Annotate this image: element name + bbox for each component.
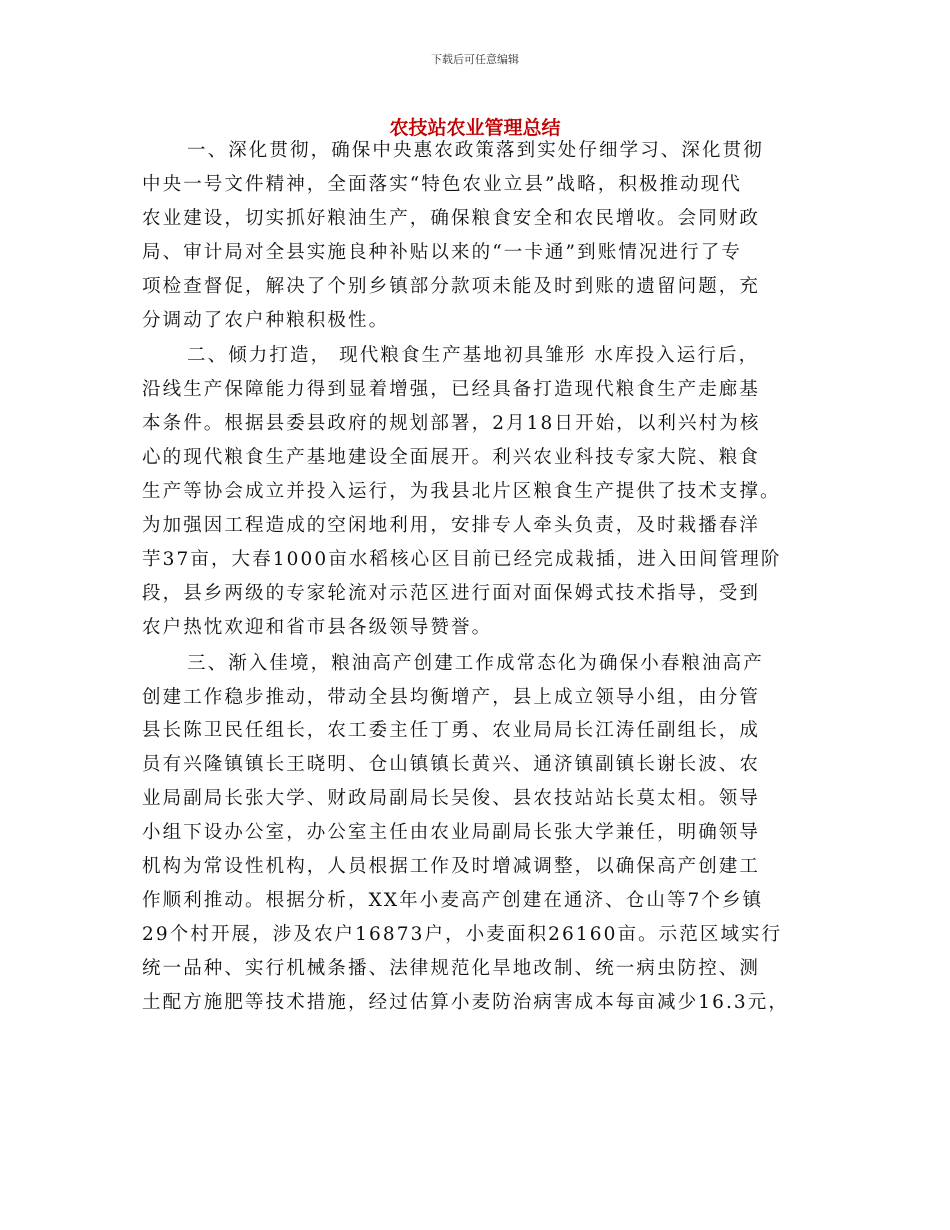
- paragraph-line: 一、深化贯彻，确保中央惠农政策落到实处仔细学习、深化贯彻: [187, 140, 764, 161]
- paragraph-line: 项检查督促，解决了个别乡镇部分款项未能及时到账的遗留问题，充: [142, 275, 761, 297]
- document-title: 农技站农业管理总结: [389, 117, 561, 139]
- paragraph-line: 农业建设，切实抓好粮油生产，确保粮食安全和农民增收。会同财政: [142, 207, 761, 229]
- paragraph-line: 业局副局长张大学、财政局副局长吴俊、县农技站站长莫太相。领导: [142, 788, 761, 810]
- paragraph-line: 小组下设办公室，办公室主任由农业局副局长张大学兼任，明确领导: [142, 822, 761, 844]
- page-header-note: 下载后可任意编辑: [431, 53, 519, 66]
- paragraph-1: [142, 134, 818, 337]
- paragraph-line: 创建工作稳步推动，带动全县均衡增产，县上成立领导小组，由分管: [142, 686, 761, 708]
- paragraph-line: 土配方施肥等技术措施，经过估算小麦防治病害成本每亩减少16.3元，: [142, 991, 789, 1013]
- paragraph-line: 三、渐入佳境，粮油高产创建工作成常态化为确保小春粮油高产: [187, 652, 764, 674]
- paragraph-line: 为加强因工程造成的空闲地利用，安排专人牵头负责，及时栽播春洋: [142, 514, 761, 536]
- paragraph-line: 员有兴隆镇镇长王晓明、仓山镇镇长黄兴、通济镇副镇长谢长波、农: [142, 754, 761, 776]
- paragraph-line: 29个村开展，涉及农户16873户，小麦面积26160亩。示范区域实行: [142, 923, 783, 945]
- paragraph-line: 机构为常设性机构，人员根据工作及时增减调整，以确保高产创建工: [142, 856, 761, 878]
- paragraph-line: 心的现代粮食生产基地建设全面展开。利兴农业科技专家大院、粮食: [142, 447, 761, 469]
- paragraph-line: 作顺利推动。根据分析，XX年小麦高产创建在通济、仓山等7个乡镇: [142, 889, 764, 911]
- paragraph-line: 县长陈卫民任组长，农工委主任丁勇、农业局局长江涛任副组长，成: [142, 720, 761, 742]
- paragraph-line: 生产等协会成立并投入运行，为我县北片区粮食生产提供了技术支撑。: [142, 481, 781, 503]
- paragraph-line: 局、审计局对全县实施良种补贴以来的“一卡通”到账情况进行了专: [142, 241, 742, 263]
- paragraph-line: 沿线生产保障能力得到显着增强，已经具备打造现代粮食生产走廊基: [142, 379, 761, 401]
- paragraph-2: [142, 339, 818, 644]
- paragraph-line: 分调动了农户种粮积极性。: [142, 309, 390, 331]
- paragraph-line: 芋37亩，大春1000亩水稻核心区目前已经完成栽插，进入田间管理阶: [142, 548, 782, 570]
- document-body: [142, 134, 818, 1020]
- paragraph-line: 本条件。根据县委县政府的规划部署，2月18日开始，以利兴村为核: [142, 413, 761, 435]
- paragraph-line: 统一品种、实行机械条播、法律规范化旱地改制、统一病虫防控、测: [142, 957, 761, 979]
- paragraph-line: 二、倾力打造， 现代粮食生产基地初具雏形 水库投入运行后，: [187, 345, 760, 367]
- paragraph-line: 中央一号文件精神，全面落实“特色农业立县”战略，积极推动现代: [142, 173, 742, 195]
- paragraph-line: 农户热忱欢迎和省市县各级领导赞誉。: [142, 616, 493, 638]
- paragraph-3: [142, 647, 818, 1020]
- paragraph-line: 段，县乡两级的专家轮流对示范区进行面对面保姆式技术指导，受到: [142, 582, 761, 604]
